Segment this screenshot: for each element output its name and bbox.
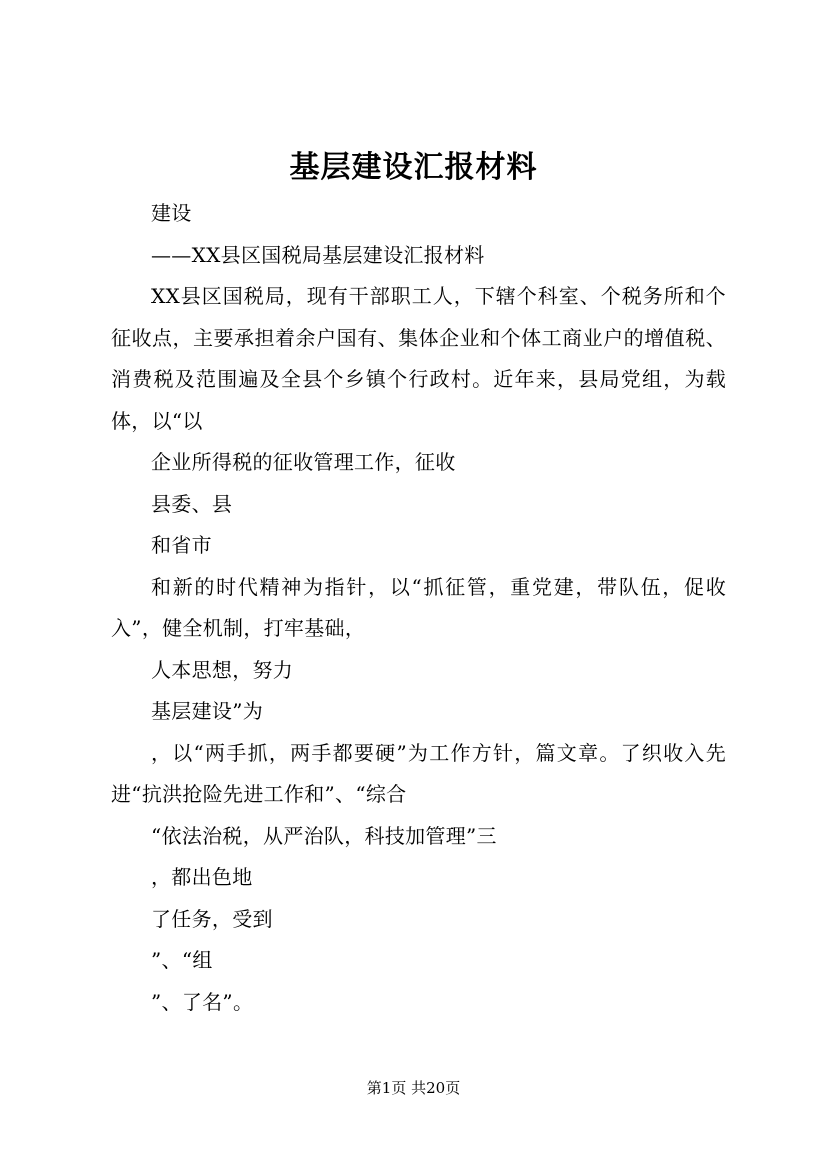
page-footer: 第1页 共20页: [366, 1079, 461, 1097]
page-title: 基层建设汇报材料: [289, 150, 538, 185]
paragraph-13: 了任务，受到: [151, 906, 273, 931]
paragraph-7: 和新的时代精神为指针，以“抓征管，重党建，带队伍，促收入”，健全机制，打牢基础，: [111, 574, 726, 640]
paragraph-14: ”、“组: [151, 948, 213, 972]
paragraph-10: ，以“两手抓，两手都要硬”为工作方针，篇文章。了织收入先进“抗洪抢险先进工作和”、“综合: [111, 740, 726, 806]
paragraph-3: XX县区国税局，现有干部职工人，下辖个科室、个税务所和个征收点，主要承担着余户国有、集体企业和个体工商业户的增值税、消费税及范围遍及全县个乡镇个行政村。近年来，县局党组，为载体，以“以: [111, 284, 726, 433]
paragraph-9: 基层建设”为: [151, 699, 264, 723]
paragraph-2: ——XX县区国税局基层建设汇报材料: [151, 242, 485, 267]
paragraph-15: ”、了名”。: [151, 989, 254, 1014]
paragraph-1: 建设: [151, 201, 192, 225]
document-body: [111, 193, 726, 1023]
paragraph-5: 县委、县: [151, 491, 233, 516]
paragraph-6: 和省市: [151, 533, 212, 557]
paragraph-12: ，都出色地: [151, 865, 253, 889]
paragraph-11: “依法治税，从严治队，科技加管理”三: [151, 823, 497, 848]
paragraph-8: 人本思想，努力: [151, 657, 294, 682]
paragraph-4: 企业所得税的征收管理工作，征收: [151, 450, 456, 474]
